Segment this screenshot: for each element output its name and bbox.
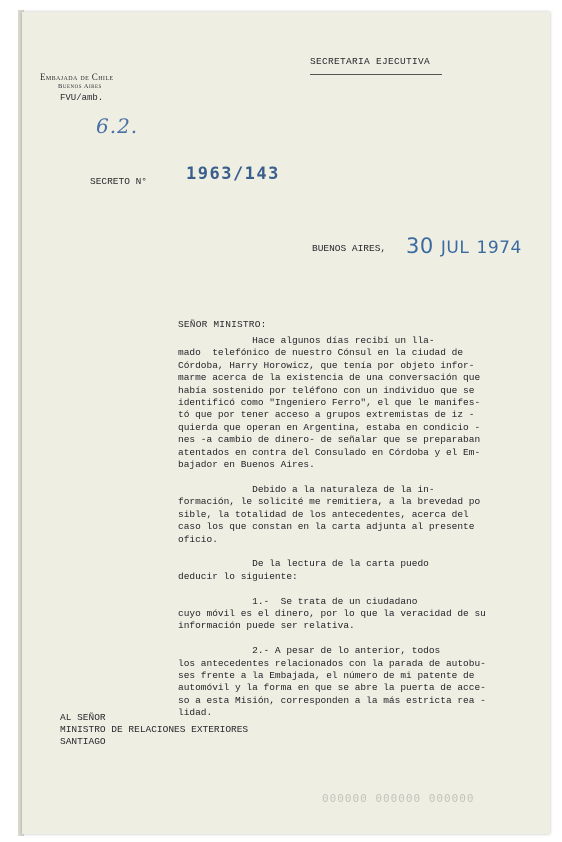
date-stamp xyxy=(406,234,522,258)
addressee-block xyxy=(60,712,248,748)
letter-body xyxy=(178,335,540,720)
body-line: identificó como "Ingeniero Ferro", el que le manifes- xyxy=(178,397,481,409)
body-line: De la lectura de la carta puedo xyxy=(178,558,429,570)
classification-label: SECRETO N° xyxy=(90,176,148,187)
body-line: quierda que operan en Argentina, estaba en condicio - xyxy=(178,421,481,433)
body-line: so a esta Misión, corresponden a la más estricta rea - xyxy=(178,694,486,706)
body-line xyxy=(178,583,540,595)
body-line: mado telefónico de nuestro Cónsul en la ciudad de xyxy=(178,347,464,359)
classification-number-stamp: 1963/143 xyxy=(186,164,280,184)
body-line: Hace algunos días recibí un lla- xyxy=(178,335,435,346)
body-line: ses frente a la Embajada, el número de mi patente de xyxy=(178,669,475,681)
body-line xyxy=(178,633,540,645)
archive-stamp: 000000 000000 000000 xyxy=(322,792,475,805)
body-line: lidad. xyxy=(178,707,213,719)
body-line: Debido a la naturaleza de la in- xyxy=(178,483,435,495)
body-line xyxy=(178,546,540,558)
body-line: Córdoba, Harry Horowicz, que tenía por objeto infor- xyxy=(178,359,475,371)
addressee-line: SANTIAGO xyxy=(60,736,106,747)
body-line: tó que por tener acceso a grupos extremistas de iz - xyxy=(178,409,475,421)
body-line: formación, le solicité me remitiera, a la brevedad po xyxy=(178,496,481,508)
embassy-city: Buenos Aires xyxy=(58,83,102,90)
body-line: 2.- A pesar de lo anterior, todos xyxy=(178,645,441,657)
body-line: 1.- Se trata de un ciudadano xyxy=(178,595,418,607)
body-line: caso los que constan en la carta adjunta al presente xyxy=(178,521,475,533)
embassy-letterhead: Embajada de Chile xyxy=(40,72,114,82)
date-month: JUL xyxy=(440,238,470,258)
heading-underline xyxy=(310,74,442,75)
body-line: información puede ser relativa. xyxy=(178,620,355,632)
body-line: marme acerca de la existencia de una conversación que xyxy=(178,372,481,384)
document-page xyxy=(22,12,550,834)
body-line: deducir lo siguiente: xyxy=(178,570,298,582)
date-year: 1974 xyxy=(476,238,522,258)
body-line: nes -a cambio de dinero- de señalar que se preparaban xyxy=(178,434,481,446)
salutation: SEÑOR MINISTRO: xyxy=(178,319,267,330)
addressee-line: MINISTRO DE RELACIONES EXTERIORES xyxy=(60,724,249,735)
body-line: automóvil y la forma en que se abre la puerta de acce- xyxy=(178,682,486,694)
dateline-place: BUENOS AIRES, xyxy=(312,243,387,254)
body-line: atentados en contra del Consulado en Córdoba y el Em- xyxy=(178,446,481,458)
body-line: había sostenido por teléfono con un individuo que se xyxy=(178,384,475,396)
body-line xyxy=(178,471,540,483)
body-line: sible, la totalidad de los antecedentes, acerca del xyxy=(178,508,469,520)
department-heading: SECRETARIA EJECUTIVA xyxy=(310,56,431,67)
date-day: 30 xyxy=(406,234,434,258)
handwritten-note: 6.2. xyxy=(96,114,139,138)
body-line: bajador en Buenos Aires. xyxy=(178,459,315,471)
body-line: oficio. xyxy=(178,533,218,545)
body-line: cuyo móvil es el dinero, por lo que la veracidad de su xyxy=(178,607,486,619)
reference-initials: FVU/amb. xyxy=(60,93,104,103)
body-line: los antecedentes relacionados con la parada de autobu- xyxy=(178,657,486,669)
addressee-line: AL SEÑOR xyxy=(60,712,106,723)
